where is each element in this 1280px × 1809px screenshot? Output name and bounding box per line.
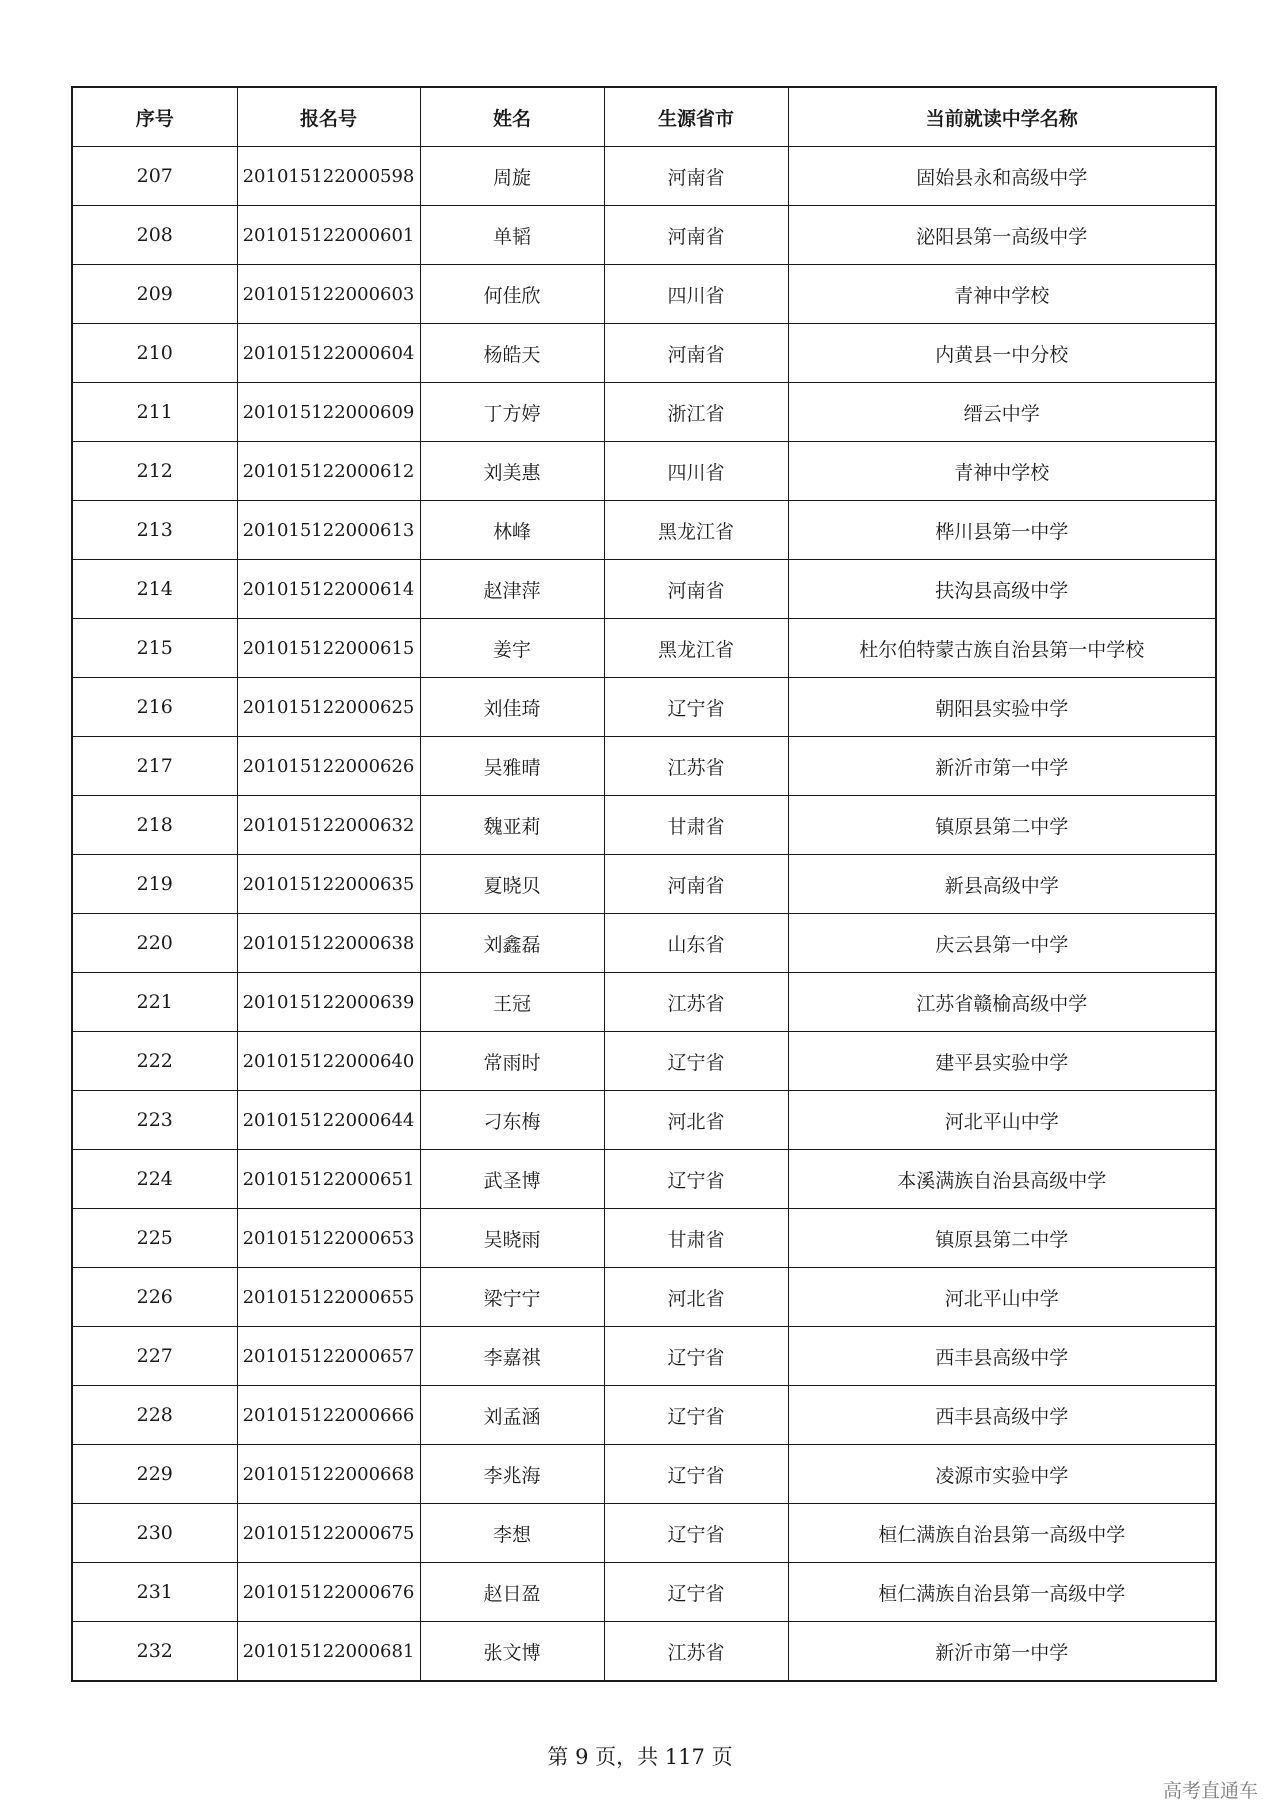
table-row <box>72 147 1216 206</box>
cell-school: 缙云中学 <box>788 383 1216 442</box>
cell-school: 朝阳县实验中学 <box>788 678 1216 737</box>
cell-registration-no: 201015122000614 <box>237 560 420 619</box>
table-row <box>72 1386 1216 1445</box>
table-row <box>72 914 1216 973</box>
cell-school: 河北平山中学 <box>788 1091 1216 1150</box>
cell-school: 新县高级中学 <box>788 855 1216 914</box>
cell-registration-no: 201015122000639 <box>237 973 420 1032</box>
cell-student-name: 常雨时 <box>420 1032 604 1091</box>
cell-school: 庆云县第一中学 <box>788 914 1216 973</box>
cell-registration-no: 201015122000675 <box>237 1504 420 1563</box>
cell-province: 辽宁省 <box>604 1445 788 1504</box>
cell-registration-no: 201015122000603 <box>237 265 420 324</box>
header-school: 当前就读中学名称 <box>788 87 1216 147</box>
cell-serial: 226 <box>72 1268 237 1327</box>
cell-province: 河南省 <box>604 147 788 206</box>
cell-school: 内黄县一中分校 <box>788 324 1216 383</box>
cell-student-name: 武圣博 <box>420 1150 604 1209</box>
cell-serial: 228 <box>72 1386 237 1445</box>
cell-province: 四川省 <box>604 442 788 501</box>
page-footer <box>0 1741 1280 1771</box>
table-row <box>72 796 1216 855</box>
cell-serial: 208 <box>72 206 237 265</box>
cell-province: 山东省 <box>604 914 788 973</box>
cell-serial: 212 <box>72 442 237 501</box>
cell-school: 泌阳县第一高级中学 <box>788 206 1216 265</box>
cell-registration-no: 201015122000626 <box>237 737 420 796</box>
table-row <box>72 1091 1216 1150</box>
cell-student-name: 刘孟涵 <box>420 1386 604 1445</box>
cell-school: 本溪满族自治县高级中学 <box>788 1150 1216 1209</box>
table-row <box>72 737 1216 796</box>
cell-school: 建平县实验中学 <box>788 1032 1216 1091</box>
cell-registration-no: 201015122000638 <box>237 914 420 973</box>
page-number-text: 第 9 页，共 117 页 <box>547 1745 733 1769</box>
table-row <box>72 1445 1216 1504</box>
table-row <box>72 501 1216 560</box>
cell-school: 镇原县第二中学 <box>788 1209 1216 1268</box>
cell-student-name: 何佳欣 <box>420 265 604 324</box>
cell-serial: 218 <box>72 796 237 855</box>
cell-registration-no: 201015122000635 <box>237 855 420 914</box>
header-registration-no: 报名号 <box>237 87 420 147</box>
roster-table <box>71 86 1217 1682</box>
cell-province: 河南省 <box>604 324 788 383</box>
cell-serial: 227 <box>72 1327 237 1386</box>
cell-province: 辽宁省 <box>604 1386 788 1445</box>
cell-registration-no: 201015122000676 <box>237 1563 420 1622</box>
cell-registration-no: 201015122000657 <box>237 1327 420 1386</box>
table-row <box>72 265 1216 324</box>
cell-registration-no: 201015122000632 <box>237 796 420 855</box>
cell-student-name: 刁东梅 <box>420 1091 604 1150</box>
cell-student-name: 吴晓雨 <box>420 1209 604 1268</box>
table-row <box>72 855 1216 914</box>
cell-registration-no: 201015122000615 <box>237 619 420 678</box>
cell-serial: 207 <box>72 147 237 206</box>
cell-school: 青神中学校 <box>788 265 1216 324</box>
cell-province: 黑龙江省 <box>604 501 788 560</box>
cell-province: 江苏省 <box>604 737 788 796</box>
cell-serial: 230 <box>72 1504 237 1563</box>
cell-registration-no: 201015122000644 <box>237 1091 420 1150</box>
cell-province: 江苏省 <box>604 973 788 1032</box>
table-row <box>72 678 1216 737</box>
cell-student-name: 李想 <box>420 1504 604 1563</box>
cell-province: 河北省 <box>604 1091 788 1150</box>
cell-registration-no: 201015122000613 <box>237 501 420 560</box>
cell-student-name: 姜宇 <box>420 619 604 678</box>
cell-student-name: 吴雅晴 <box>420 737 604 796</box>
cell-province: 江苏省 <box>604 1622 788 1682</box>
cell-registration-no: 201015122000666 <box>237 1386 420 1445</box>
cell-school: 扶沟县高级中学 <box>788 560 1216 619</box>
cell-student-name: 魏亚莉 <box>420 796 604 855</box>
cell-serial: 222 <box>72 1032 237 1091</box>
cell-school: 新沂市第一中学 <box>788 737 1216 796</box>
cell-student-name: 赵津萍 <box>420 560 604 619</box>
cell-school: 西丰县高级中学 <box>788 1386 1216 1445</box>
table-header <box>72 87 1216 147</box>
watermark-text: 高考直通车 <box>1162 1780 1258 1802</box>
cell-serial: 213 <box>72 501 237 560</box>
cell-school: 桓仁满族自治县第一高级中学 <box>788 1504 1216 1563</box>
cell-student-name: 李嘉祺 <box>420 1327 604 1386</box>
header-serial: 序号 <box>72 87 237 147</box>
cell-student-name: 刘美惠 <box>420 442 604 501</box>
cell-province: 河北省 <box>604 1268 788 1327</box>
header-name: 姓名 <box>420 87 604 147</box>
table-row <box>72 560 1216 619</box>
cell-serial: 221 <box>72 973 237 1032</box>
cell-serial: 224 <box>72 1150 237 1209</box>
cell-serial: 231 <box>72 1563 237 1622</box>
cell-student-name: 李兆海 <box>420 1445 604 1504</box>
cell-serial: 211 <box>72 383 237 442</box>
cell-student-name: 王冠 <box>420 973 604 1032</box>
table-row <box>72 324 1216 383</box>
cell-province: 甘肃省 <box>604 796 788 855</box>
cell-province: 甘肃省 <box>604 1209 788 1268</box>
cell-serial: 209 <box>72 265 237 324</box>
cell-school: 西丰县高级中学 <box>788 1327 1216 1386</box>
cell-province: 河南省 <box>604 855 788 914</box>
cell-student-name: 梁宁宁 <box>420 1268 604 1327</box>
cell-student-name: 林峰 <box>420 501 604 560</box>
cell-student-name: 张文博 <box>420 1622 604 1682</box>
cell-province: 河南省 <box>604 560 788 619</box>
table-row <box>72 1327 1216 1386</box>
cell-serial: 223 <box>72 1091 237 1150</box>
cell-school: 江苏省赣榆高级中学 <box>788 973 1216 1032</box>
cell-school: 凌源市实验中学 <box>788 1445 1216 1504</box>
cell-registration-no: 201015122000601 <box>237 206 420 265</box>
cell-province: 辽宁省 <box>604 1563 788 1622</box>
cell-registration-no: 201015122000625 <box>237 678 420 737</box>
header-row <box>72 87 1216 147</box>
cell-serial: 215 <box>72 619 237 678</box>
cell-serial: 220 <box>72 914 237 973</box>
table-row <box>72 1622 1216 1682</box>
table-row <box>72 442 1216 501</box>
cell-registration-no: 201015122000655 <box>237 1268 420 1327</box>
header-province: 生源省市 <box>604 87 788 147</box>
cell-province: 四川省 <box>604 265 788 324</box>
cell-province: 河南省 <box>604 206 788 265</box>
table-row <box>72 973 1216 1032</box>
cell-registration-no: 201015122000640 <box>237 1032 420 1091</box>
cell-school: 镇原县第二中学 <box>788 796 1216 855</box>
cell-student-name: 单韬 <box>420 206 604 265</box>
cell-registration-no: 201015122000668 <box>237 1445 420 1504</box>
cell-province: 辽宁省 <box>604 678 788 737</box>
cell-student-name: 夏晓贝 <box>420 855 604 914</box>
table-row <box>72 1268 1216 1327</box>
table-row <box>72 1563 1216 1622</box>
cell-school: 杜尔伯特蒙古族自治县第一中学校 <box>788 619 1216 678</box>
cell-serial: 219 <box>72 855 237 914</box>
cell-serial: 210 <box>72 324 237 383</box>
cell-student-name: 刘鑫磊 <box>420 914 604 973</box>
cell-serial: 216 <box>72 678 237 737</box>
cell-school: 新沂市第一中学 <box>788 1622 1216 1682</box>
cell-serial: 214 <box>72 560 237 619</box>
cell-registration-no: 201015122000612 <box>237 442 420 501</box>
cell-school: 固始县永和高级中学 <box>788 147 1216 206</box>
cell-school: 桓仁满族自治县第一高级中学 <box>788 1563 1216 1622</box>
cell-registration-no: 201015122000651 <box>237 1150 420 1209</box>
cell-province: 辽宁省 <box>604 1327 788 1386</box>
cell-province: 辽宁省 <box>604 1032 788 1091</box>
cell-student-name: 赵日盈 <box>420 1563 604 1622</box>
table-row <box>72 1032 1216 1091</box>
table-body <box>72 147 1216 1682</box>
cell-student-name: 丁方婷 <box>420 383 604 442</box>
table-row <box>72 383 1216 442</box>
cell-serial: 225 <box>72 1209 237 1268</box>
cell-registration-no: 201015122000653 <box>237 1209 420 1268</box>
cell-school: 河北平山中学 <box>788 1268 1216 1327</box>
cell-province: 浙江省 <box>604 383 788 442</box>
cell-province: 辽宁省 <box>604 1150 788 1209</box>
cell-registration-no: 201015122000598 <box>237 147 420 206</box>
cell-registration-no: 201015122000681 <box>237 1622 420 1682</box>
cell-province: 黑龙江省 <box>604 619 788 678</box>
table-row <box>72 1150 1216 1209</box>
table-row <box>72 619 1216 678</box>
cell-student-name: 刘佳琦 <box>420 678 604 737</box>
table-row <box>72 1209 1216 1268</box>
cell-serial: 232 <box>72 1622 237 1682</box>
cell-student-name: 周旋 <box>420 147 604 206</box>
cell-registration-no: 201015122000609 <box>237 383 420 442</box>
cell-school: 桦川县第一中学 <box>788 501 1216 560</box>
cell-student-name: 杨皓天 <box>420 324 604 383</box>
cell-province: 辽宁省 <box>604 1504 788 1563</box>
cell-serial: 217 <box>72 737 237 796</box>
table-row <box>72 206 1216 265</box>
table-row <box>72 1504 1216 1563</box>
cell-school: 青神中学校 <box>788 442 1216 501</box>
cell-registration-no: 201015122000604 <box>237 324 420 383</box>
cell-serial: 229 <box>72 1445 237 1504</box>
